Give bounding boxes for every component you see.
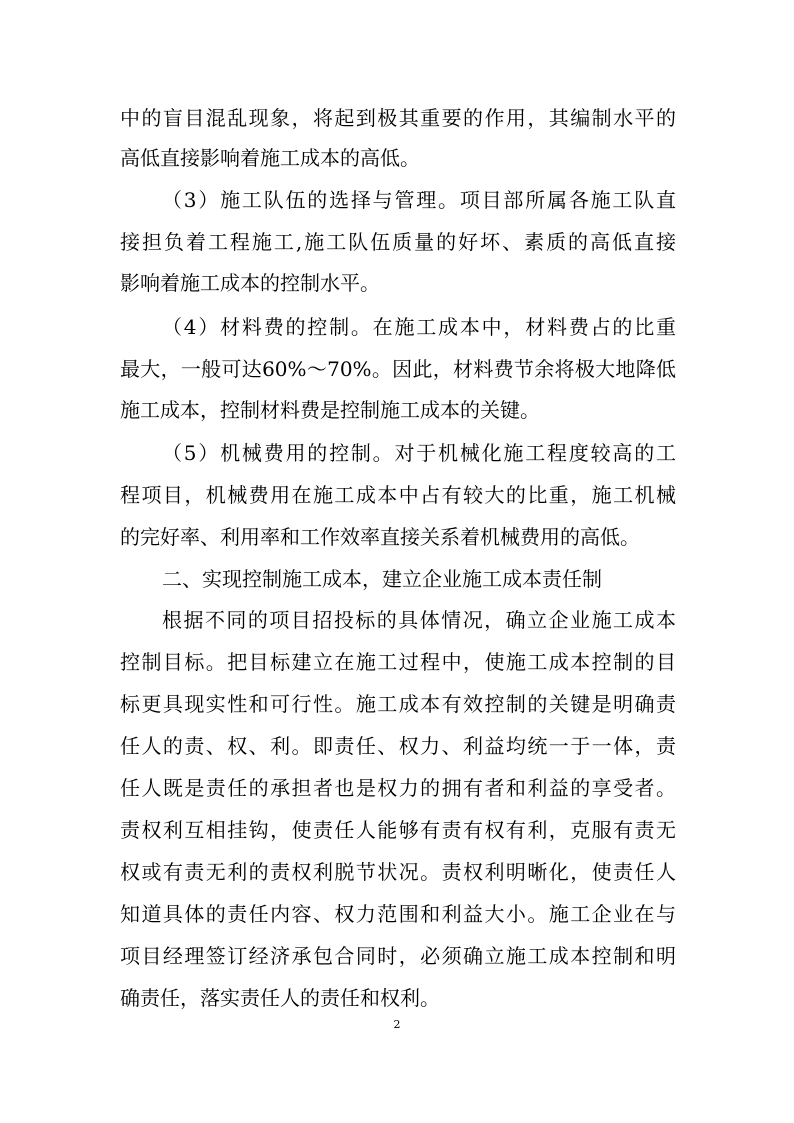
- text-line: 确责任，落实责任人的责任和权利。: [120, 986, 440, 1010]
- text-line: 高低直接影响着施工成本的高低。: [120, 146, 420, 170]
- text-line: 中的盲目混乱现象，将起到极其重要的作用，其编制水平的: [120, 106, 676, 130]
- text-line: 根据不同的项目招投标的具体情况，确立企业施工成本: [162, 608, 676, 632]
- section-heading: 二、实现控制施工成本，建立企业施工成本责任制: [162, 567, 602, 591]
- text-line: （4）材料费的控制。在施工成本中，材料费占的比重: [162, 315, 676, 339]
- text-line: 最大，一般可达60%～70%。因此，材料费节余将极大地降低: [120, 357, 676, 381]
- text-line: 影响着施工成本的控制水平。: [120, 271, 380, 295]
- text-line: 接担负着工程施工,施工队伍质量的好坏、素质的高低直接: [120, 230, 676, 254]
- text-line: 标更具现实性和可行性。施工成本有效控制的关键是明确责: [120, 692, 676, 716]
- text-line: 权或有责无利的责权利脱节状况。责权利明晰化，使责任人: [120, 860, 676, 884]
- text-line: （5）机械费用的控制。对于机械化施工程度较高的工: [162, 441, 676, 465]
- text-line: 任人的责、权、利。即责任、权力、利益均统一于一体，责: [120, 734, 676, 758]
- text-line: 任人既是责任的承担者也是权力的拥有者和利益的享受者。: [120, 776, 676, 800]
- text-line: 施工成本，控制材料费是控制施工成本的关键。: [120, 398, 540, 422]
- text-line: 知道具体的责任内容、权力范围和利益大小。施工企业在与: [120, 902, 676, 926]
- text-line: 程项目，机械费用在施工成本中占有较大的比重，施工机械: [120, 483, 676, 507]
- text-line: 控制目标。把目标建立在施工过程中，使施工成本控制的目: [120, 650, 676, 674]
- text-line: 的完好率、利用率和工作效率直接关系着机械费用的高低。: [120, 525, 640, 549]
- text-line: 责权利互相挂钩，使责任人能够有责有权有利，克服有责无: [120, 818, 676, 842]
- page-number: 2: [393, 1018, 401, 1031]
- text-line: （3）施工队伍的选择与管理。项目部所属各施工队直: [162, 188, 676, 212]
- text-line: 项目经理签订经济承包合同时，必须确立施工成本控制和明: [120, 944, 676, 968]
